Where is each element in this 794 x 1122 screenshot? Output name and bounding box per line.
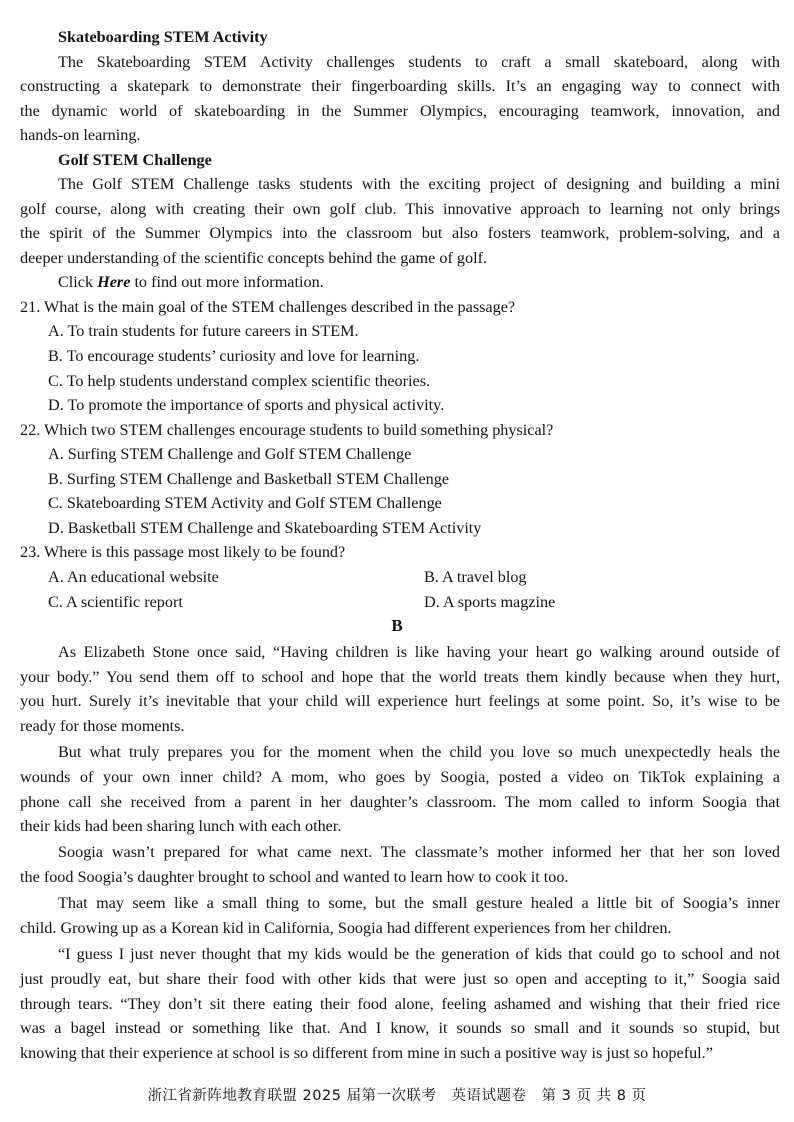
paragraph-line: just proudly eat, but share their food with other kids that were just so open and accepting to it,” Soogia said [20, 970, 780, 988]
question-21-option-c: C. To help students understand complex scientific theories. [48, 372, 431, 390]
paragraph-line: constructing a skatepark to demonstrate their fingerboarding skills. It’s an engaging way to connect with [20, 77, 780, 95]
paragraph-line: deeper understanding of the scientific concepts behind the game of golf. [20, 249, 488, 267]
skateboarding-heading: Skateboarding STEM Activity [58, 28, 268, 46]
question-22-option-c: C. Skateboarding STEM Activity and Golf STEM Challenge [48, 494, 442, 512]
paragraph-line: ready for those moments. [20, 717, 185, 735]
paragraph-line: phone call she received from a parent in her daughter’s classroom. The mom called to inform Soogia that [20, 793, 780, 811]
paragraph-line: the dynamic world of skateboarding in the Summer Olympics, encouraging teamwork, innovation, and [20, 102, 780, 120]
paragraph-line: The Skateboarding STEM Activity challenges students to craft a small skateboard, along with [58, 53, 780, 71]
section-b-label: B [391, 616, 403, 635]
paragraph-line: their kids had been sharing lunch with each other. [20, 817, 342, 835]
question-22-option-b: B. Surfing STEM Challenge and Basketball STEM Challenge [48, 470, 450, 488]
paragraph-line: golf course, along with creating their own golf club. This innovative approach to learning not only brings [20, 200, 780, 218]
question-22-stem: 22. Which two STEM challenges encourage students to build something physical? [20, 421, 554, 439]
paragraph-line: But what truly prepares you for the moment when the child you love so much unexpectedly heals the [58, 743, 780, 761]
question-22-option-d: D. Basketball STEM Challenge and Skateboarding STEM Activity [48, 519, 482, 537]
question-21-option-b: B. To encourage students’ curiosity and love for learning. [48, 347, 420, 365]
question-23-option-d: D. A sports magzine [424, 593, 556, 611]
paragraph-line: “I guess I just never thought that my kids would be the generation of kids that could go to school and not [58, 945, 780, 963]
click-suffix: to find out more information. [130, 273, 324, 291]
paragraph-line: your body.” You send them off to school and hope that the world treats them kindly because when they hurt, [20, 668, 780, 686]
paragraph-line: child. Growing up as a Korean kid in California, Soogia had different experiences from her children. [20, 919, 672, 937]
question-23-option-a: A. An educational website [48, 568, 219, 586]
paragraph-line: you hurt. Surely it’s inevitable that your child will experience hurt feelings at some point. So, it’s wise to be [20, 692, 780, 710]
paragraph-line: through tears. “They don’t sit there eating their food alone, feeling ashamed and wishing that their fried rice [20, 995, 780, 1013]
paragraph-line: hands-on learning. [20, 126, 141, 144]
click-prefix: Click [58, 273, 98, 291]
page-footer: 浙江省新阵地教育联盟 2025 届第一次联考 英语试题卷 第 3 页 共 8 页 [147, 1088, 647, 1104]
question-23-option-b: B. A travel blog [424, 568, 527, 586]
paragraph-line: As Elizabeth Stone once said, “Having children is like having your heart go walking around outside of [58, 643, 780, 661]
click-here-line [58, 271, 780, 293]
paragraph-line: That may seem like a small thing to some, but the small gesture healed a little bit of Soogia’s inner [58, 894, 780, 912]
here-link[interactable]: Here [97, 273, 131, 291]
golf-heading: Golf STEM Challenge [58, 151, 212, 169]
question-23-option-c: C. A scientific report [48, 593, 183, 611]
question-21-option-d: D. To promote the importance of sports and physical activity. [48, 396, 445, 414]
question-21-stem: 21. What is the main goal of the STEM challenges described in the passage? [20, 298, 516, 316]
paragraph-line: the spirit of the Summer Olympics into the classroom but also fosters teamwork, problem-solving, and a [20, 224, 780, 242]
paragraph-line: was a bagel instead or something like that. And I know, it sounds so small and it sounds so stupid, but [20, 1019, 780, 1037]
paragraph-line: knowing that their experience at school is so different from mine in such a positive way is just so hopeful.” [20, 1044, 713, 1062]
question-22-option-a: A. Surfing STEM Challenge and Golf STEM Challenge [48, 445, 412, 463]
paragraph-line: wounds of your own inner child? A mom, who goes by Soogia, posted a video on TikTok explaining a [20, 768, 780, 786]
paragraph-line: the food Soogia’s daughter brought to school and wanted to learn how to cook it too. [20, 868, 569, 886]
paragraph-line: Soogia wasn’t prepared for what came next. The classmate’s mother informed her that her son loved [58, 843, 780, 861]
question-21-option-a: A. To train students for future careers in STEM. [48, 322, 359, 340]
question-23-stem: 23. Where is this passage most likely to be found? [20, 543, 346, 561]
paragraph-line: The Golf STEM Challenge tasks students with the exciting project of designing and building a mini [58, 175, 780, 193]
